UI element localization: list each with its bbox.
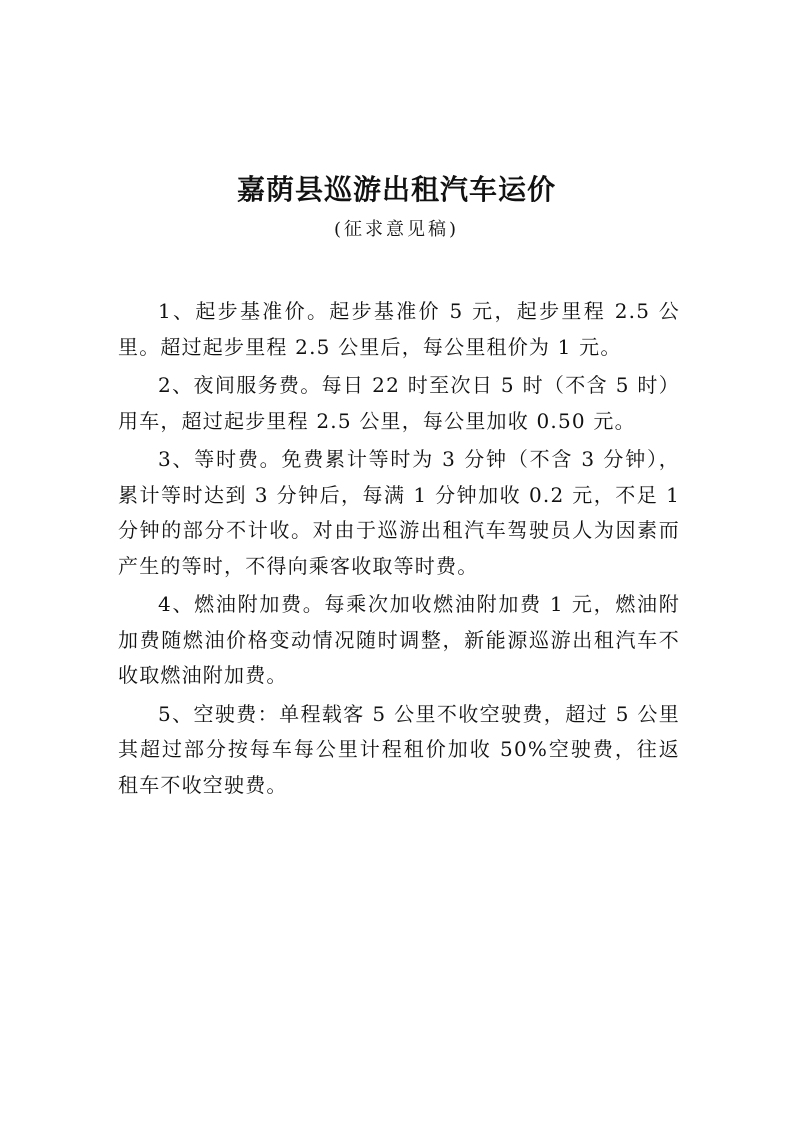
document-body	[118, 294, 680, 806]
document-subtitle: (征求意见稿)	[333, 219, 460, 240]
paragraph-night-fee: 2、夜间服务费。每日 22 时至次日 5 时（不含 5 时）用车，超过起步里程 2.5 公里，每公里加收 0.50 元。	[118, 373, 680, 433]
document-title: 嘉荫县巡游出租汽车运价	[236, 173, 556, 206]
paragraph-base-fare: 1、起步基准价。起步基准价 5 元，起步里程 2.5 公里。超过起步里程 2.5 公里后，每公里租价为 1 元。	[118, 299, 680, 359]
paragraph-waiting-fee: 3、等时费。免费累计等时为 3 分钟（不含 3 分钟），累计等时达到 3 分钟后，每满 1 分钟加收 0.2 元，不足 1 分钟的部分不计收。对由于巡游出租汽车驾驶员人为因素而产生的等时，不得向乘客收取等时费。	[118, 447, 680, 578]
paragraph-fuel-surcharge: 4、燃油附加费。每乘次加收燃油附加费 1 元，燃油附加费随燃油价格变动情况随时调整，新能源巡游出租汽车不收取燃油附加费。	[118, 592, 680, 687]
paragraph-empty-return-fee: 5、空驶费：单程载客 5 公里不收空驶费，超过 5 公里其超过部分按每车每公里计程租价加收 50%空驶费，往返租车不收空驶费。	[118, 701, 680, 797]
